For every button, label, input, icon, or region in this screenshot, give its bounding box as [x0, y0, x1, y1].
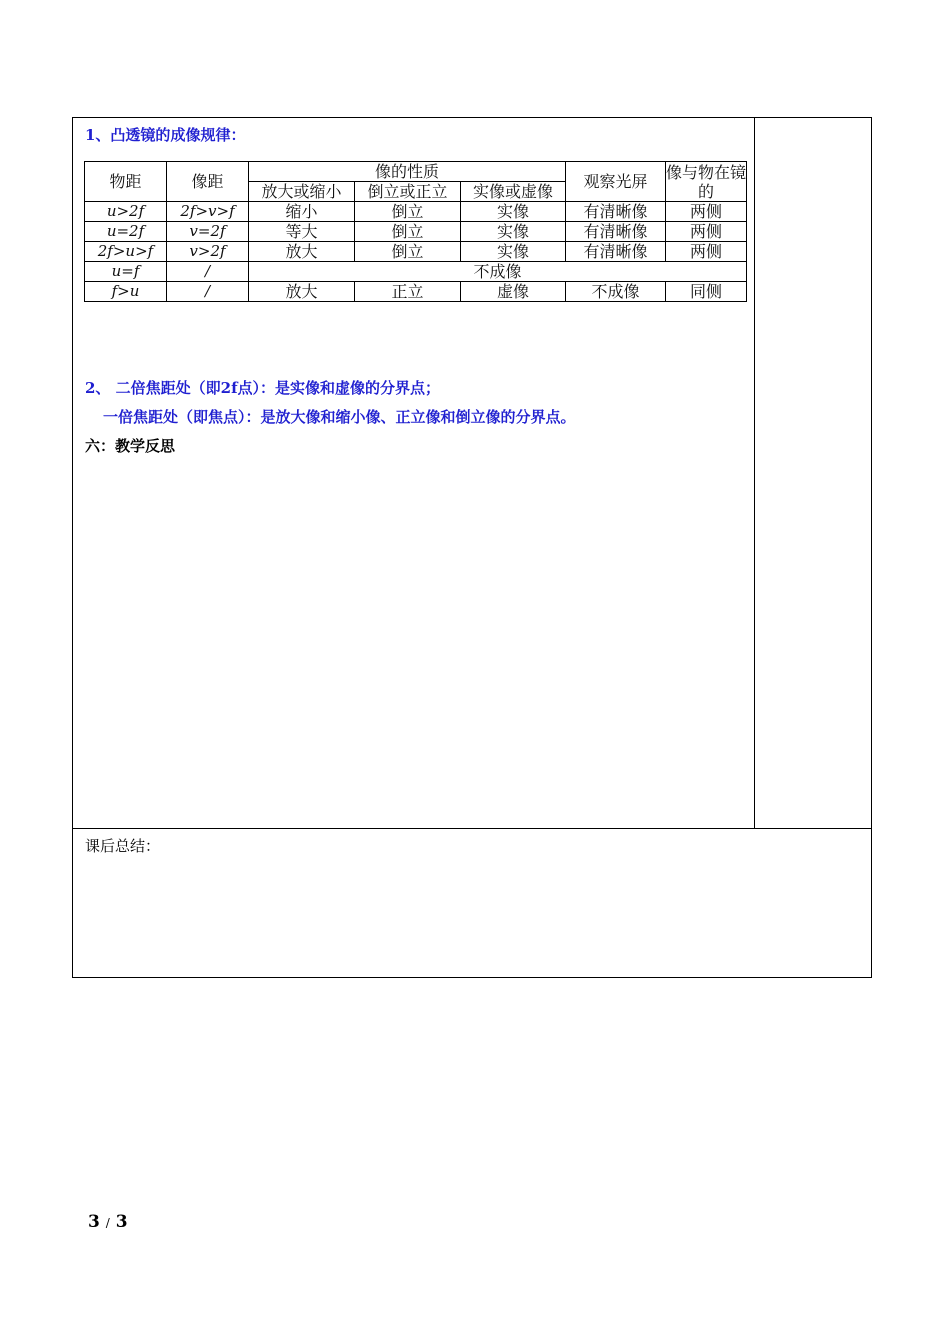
cell-orient: 正立 — [355, 282, 461, 302]
page-total: 3 — [115, 1212, 128, 1232]
header-orientation: 倒立或正立 — [355, 182, 461, 202]
section1-heading: 1、凸透镜的成像规律： — [85, 126, 246, 144]
cell-size: 缩小 — [249, 202, 355, 222]
page-current: 3 — [88, 1212, 100, 1232]
cell-no-image: 不成像 — [249, 262, 747, 282]
section2-line2: 一倍焦距处（即焦点）：是放大像和缩小像、正立像和倒立像的分界点。 — [103, 408, 576, 426]
header-screen: 观察光屏 — [566, 162, 666, 202]
cell-screen: 不成像 — [566, 282, 666, 302]
cell-v: 2f>v>f — [167, 202, 249, 222]
table-row — [85, 242, 747, 262]
cell-orient: 倒立 — [355, 202, 461, 222]
cell-u: 2f>u>f — [85, 242, 167, 262]
cell-type: 实像 — [461, 202, 566, 222]
header-image-distance: 像距 — [167, 162, 249, 202]
header-side: 像与物在镜的 — [666, 162, 747, 201]
header-real-virtual: 实像或虚像 — [461, 182, 566, 202]
cell-u: u>2f — [85, 202, 167, 222]
cell-u: f>u — [85, 282, 167, 302]
page-number — [88, 1212, 128, 1232]
cell-v: / — [167, 282, 249, 302]
cell-side: 同侧 — [666, 282, 747, 302]
cell-v: v>2f — [167, 242, 249, 262]
cell-side: 两侧 — [666, 202, 747, 222]
table-row — [85, 262, 747, 282]
section2-line1: 2、 二倍焦距处（即2f点）：是实像和虚像的分界点； — [85, 379, 441, 397]
cell-side: 两侧 — [666, 242, 747, 262]
row-divider — [73, 828, 871, 829]
cell-size: 放大 — [249, 242, 355, 262]
column-divider — [754, 118, 755, 828]
cell-type: 虚像 — [461, 282, 566, 302]
cell-v: v=2f — [167, 222, 249, 242]
cell-side: 两侧 — [666, 222, 747, 242]
cell-screen: 有清晰像 — [566, 222, 666, 242]
cell-orient: 倒立 — [355, 242, 461, 262]
header-magnify: 放大或缩小 — [249, 182, 355, 202]
lesson-table — [72, 117, 872, 978]
page-separator: / — [105, 1216, 110, 1230]
table-row — [85, 222, 747, 242]
cell-size: 放大 — [249, 282, 355, 302]
cell-size: 等大 — [249, 222, 355, 242]
imaging-law-table — [84, 161, 747, 302]
cell-screen: 有清晰像 — [566, 202, 666, 222]
summary-label: 课后总结： — [85, 837, 161, 855]
cell-u: u=f — [85, 262, 167, 282]
header-image-nature: 像的性质 — [249, 162, 566, 182]
cell-v: / — [167, 262, 249, 282]
cell-orient: 倒立 — [355, 222, 461, 242]
table-row — [85, 282, 747, 302]
table-row — [85, 202, 747, 222]
cell-type: 实像 — [461, 242, 566, 262]
cell-type: 实像 — [461, 222, 566, 242]
section6-heading: 六：教学反思 — [85, 437, 176, 455]
header-object-distance: 物距 — [85, 162, 167, 202]
cell-u: u=2f — [85, 222, 167, 242]
cell-screen: 有清晰像 — [566, 242, 666, 262]
